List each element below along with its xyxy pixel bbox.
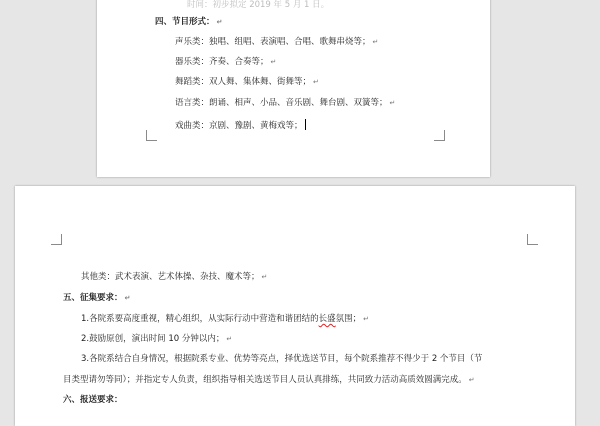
program-item: 语言类：朗诵、相声、小品、音乐剧、舞台剧、双簧等； ↵ [175,98,396,108]
cut-off-line: 时间：初步拟定 2019 年 5 月 1 日。 [187,0,330,10]
program-item: 器乐类：齐奏、合奏等； ↵ [175,57,277,67]
paragraph-other-category: 其他类：武术表演、艺术体操、杂技、魔术等； ↵ [81,272,268,282]
margin-corner-top-left [51,234,62,245]
requirement-item-3-continued: 目类型请勿等同）；并指定专人负责，组织指导相关选送节目人员认真排练，共同致力活动高质效圆满完成。 ↵ [63,375,475,385]
section-heading-requirements: 五、征集要求： ↵ [63,293,131,303]
program-item: 舞蹈类：双人舞、集体舞、街舞等； ↵ [175,77,319,87]
section-heading-submission-cutoff: 六、报送要求： [63,395,123,405]
document-page-1 [97,0,490,177]
section-heading-program-forms: 四、节目形式： ↵ [155,17,223,27]
margin-corner-top-right [527,234,538,245]
text-cursor [305,119,306,130]
document-page-2 [15,186,575,426]
spelling-error: 长盛 [318,314,336,324]
program-item: 声乐类：独唱、组唱、表演唱、合唱、歌舞串烧等； ↵ [175,37,379,47]
margin-corner-bottom-left [146,130,157,141]
requirement-item-2: 2.鼓励原创，演出时间 10 分钟以内； ↵ [81,334,233,344]
program-item[interactable]: 戏曲类：京剧、豫剧、黄梅戏等； [175,119,306,131]
margin-corner-bottom-right [434,130,445,141]
requirement-item-3: 3.各院系结合自身情况，根据院系专业、优势等亮点，择优选送节目，每个院系推荐不得少于 2 个节目（节 [81,354,483,364]
requirement-item-1: 1.各院系要高度重视，精心组织，从实际行动中营造和谐团结的长盛氛围； ↵ [81,314,370,324]
